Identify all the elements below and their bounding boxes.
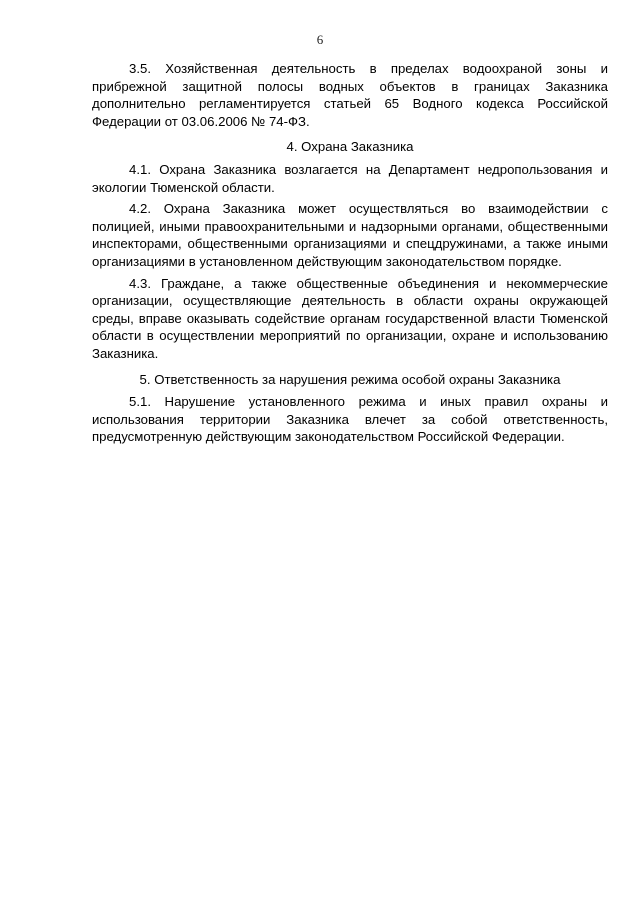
document-body bbox=[92, 60, 608, 446]
paragraph-4-3: 4.3. Граждане, а также общественные объединения и некоммерческие организации, осуществляющие деятельность в области охраны окружающей среды, вправе оказывать содействие органам государственной власти Тюменской области в осуществлении мероприятий по организации, охране и использованию Заказника. bbox=[92, 275, 608, 361]
paragraph-4-1: 4.1. Охрана Заказника возлагается на Департамент недропользования и экологии Тюменской области. bbox=[92, 161, 608, 195]
paragraph-3-5: 3.5. Хозяйственная деятельность в пределах водоохраной зоны и прибрежной защитной полосы водных объектов в границах Заказника дополнительно регламентируется статьей 65 Водного кодекса Российской Федерации от 03.06.2006 № 74-ФЗ. bbox=[92, 61, 608, 129]
paragraph-5-1: 5.1. Нарушение установленного режима и иных правил охраны и использования территории Заказника влечет за собой ответственность, предусмотренную действующим законодательством Российской Федерации. bbox=[92, 394, 608, 445]
page-number: 6 bbox=[316, 32, 324, 47]
section-heading-4: 4. Охрана Заказника bbox=[286, 139, 414, 155]
section-heading-5: 5. Ответственность за нарушения режима особой охраны Заказника bbox=[139, 371, 561, 387]
paragraph-4-2: 4.2. Охрана Заказника может осуществляться во взаимодействии с полицией, иными правоохранительными и надзорными органами, общественными инспекторами, общественными организациями и спецдружинами, а также иными организациями в установленном действующим законодательством порядке. bbox=[92, 201, 608, 269]
